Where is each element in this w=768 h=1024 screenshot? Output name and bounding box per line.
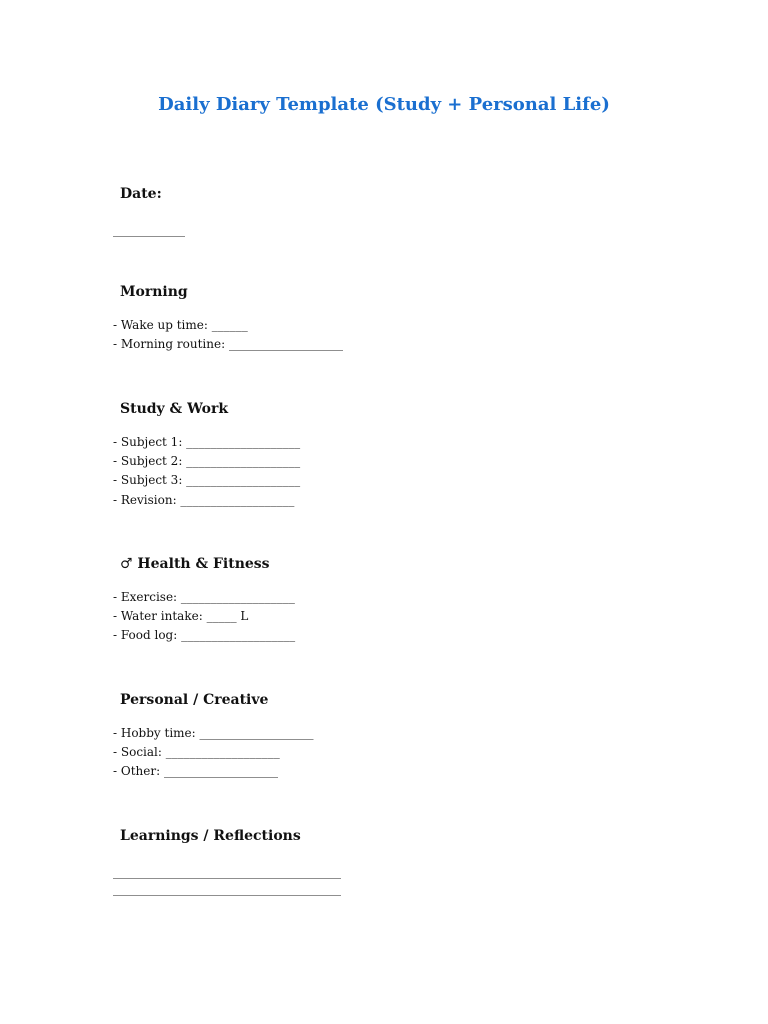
personal-item-hobby: - Hobby time: ___________________ xyxy=(113,726,314,740)
personal-item-social: - Social: ___________________ xyxy=(113,745,280,759)
date-heading: Date: xyxy=(120,186,162,202)
page-title: Daily Diary Template (Study + Personal Life) xyxy=(158,94,610,115)
morning-item-wake-up: - Wake up time: ______ xyxy=(113,318,248,332)
study-item-subject-2: - Subject 2: ___________________ xyxy=(113,454,301,468)
health-item-exercise: - Exercise: ___________________ xyxy=(113,590,295,604)
health-item-food-log: - Food log: ___________________ xyxy=(113,628,296,642)
personal-heading: Personal / Creative xyxy=(120,692,269,708)
reflections-line-2: ______________________________________ xyxy=(113,882,341,896)
health-item-water-intake: - Water intake: _____ L xyxy=(113,609,249,623)
morning-item-routine: - Morning routine: ___________________ xyxy=(113,337,343,351)
study-item-subject-1: - Subject 1: ___________________ xyxy=(113,435,301,449)
reflections-line-1: ______________________________________ xyxy=(113,865,341,879)
study-heading: Study & Work xyxy=(120,401,229,417)
personal-item-other: - Other: ___________________ xyxy=(113,764,278,778)
morning-heading: Morning xyxy=(120,284,188,300)
study-item-subject-3: - Subject 3: ___________________ xyxy=(113,473,301,487)
health-heading: ♂ Health & Fitness xyxy=(120,556,270,572)
date-blank-line: ____________ xyxy=(113,223,185,237)
reflections-heading: Learnings / Reflections xyxy=(120,828,301,844)
study-item-revision: - Revision: ___________________ xyxy=(113,493,295,507)
